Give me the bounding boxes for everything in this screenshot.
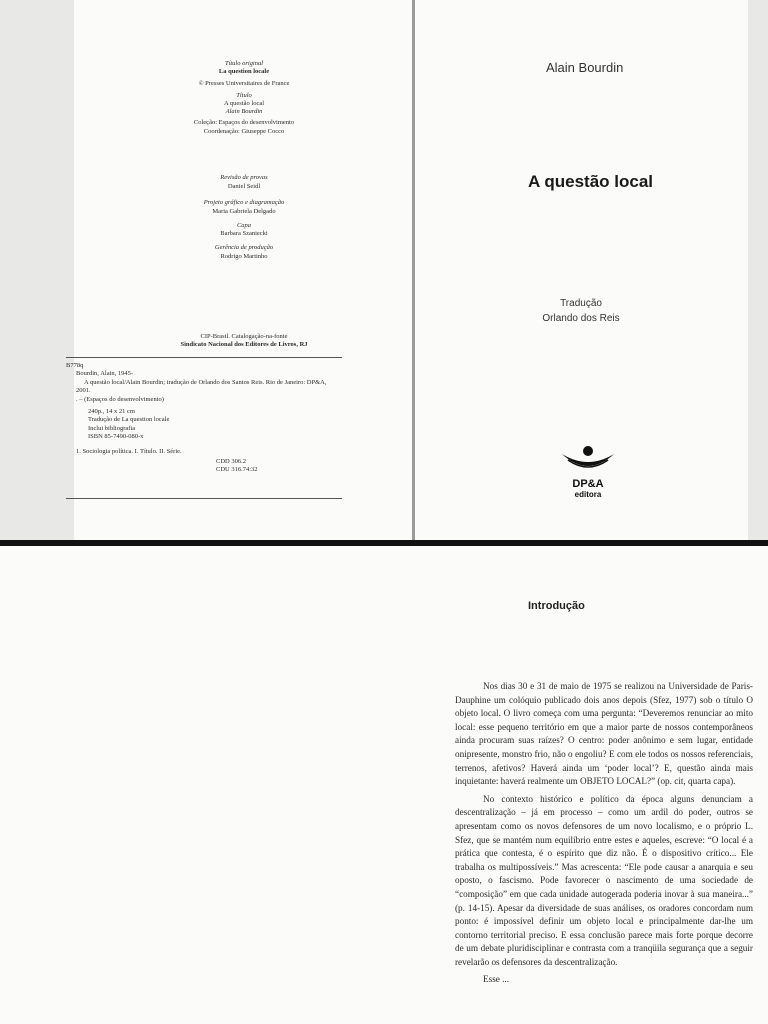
credit-name: Barbara Szaniecki [220,230,268,237]
original-title-label: Título original [224,60,264,67]
cip-cdu: CDU 316.74:32 [216,466,258,474]
credit-role: Gerência de produção [214,244,274,251]
translator: Orlando dos Reis [542,313,620,324]
credit-name: Daniel Seidl [227,183,261,190]
title-label: Título [236,92,252,99]
collection: Coleção: Espaços do desenvolvimento [193,119,295,126]
cip-pages: 240p., 14 x 21 cm [88,408,135,416]
cip-translation-note: Tradução de La question locale [88,416,170,424]
publisher-name: DP&A [572,478,604,490]
paragraph: No contexto histórico e político da época alguns denunciam a descentralização – já em processo – como um ardil do poder, outros se apresentam como os novos defensores de um novo localismo, e o próprio L. Sfez, que se mantém num equilíbrio entre estes e aqueles, escreve: “O local é a prática que contesta, é o espírito que diz não. É o dispositivo crítico... Ele trabalha os multipossíveis.” Mas acrescenta: “Ele pode causar a anarquia e seu oposto, o fascismo. Pode favorecer o nascimento de uma sociedade de “composição” em que cada unidade autogerada poderia inovar à sua maneira...” (p. 14-15). Apesar da diversidade de suas análises, os oradores concordam num ponto: é impossível definir um objeto local e principalmente dar-lhe um contorno territorial preciso. E essa conclusão parece mais forte porque decorre de um debate pluridisciplinar e contrasta com a tranqüila segurança que a seguir revelarão os defensores da descentralização. [455,793,753,967]
title-page-title: A questão local [528,172,654,191]
credit-name: Maria Gabriela Delgado [212,208,276,215]
publisher-mark-icon [556,444,620,474]
original-title: La question locale [218,68,270,75]
credit-role: Projeto gráfico e diagramação [203,199,285,206]
publisher-sub: editora [574,490,602,499]
copyright: © Presses Universitaires de France [198,80,290,87]
chapter-body [455,680,753,991]
author: Alain Bourdin [225,108,263,115]
cip-entry: Bourdin, Alain, 1945- [76,370,134,378]
cip-bibliography: Inclui bibliografia [88,424,136,432]
paragraph-fragment: Esse ... [483,974,510,985]
cip-call-number: B778q [66,362,84,369]
credit-name: Rodrigo Martinho [220,253,268,260]
cip-cdd: CDD 306.2 [216,458,246,466]
cip-header: CIP-Brasil. Catalogação-na-fonte [200,333,288,340]
coordination: Coordenação: Giuseppe Cocco [203,128,285,135]
publisher-logo [556,444,620,504]
chapter-heading: Introdução [528,600,585,612]
translation-label: Tradução [560,298,602,309]
cip-subjects: 1. Sociologia política. I. Título. II. Série. [76,447,182,455]
paragraph: Nos dias 30 e 31 de maio de 1975 se realizou na Universidade de Paris-Dauphine um colóquio publicado dois anos depois (Sfez, 1977) sob o título O objeto local. O livro começa com uma pergunta: “Deveremos renunciar ao mito local: esse pequeno território em que a maior parte de nossos contemporâneos ainda procuram suas raízes? O centro: poder anônimo e sem lugar, entidade onipresente, monstro frio, não o engoliu? E com ele todos os nossos referenciais, terrenos, afetivos? Haverá ainda um ‘poder local’? E, questão ainda mais inquietante: haverá realmente um OBJETO LOCAL?” (op. cit, quarta capa). [455,681,753,787]
cip-description: A questão local/Alain Bourdin; tradução de Orlando dos Santos Reis. Rio de Janeiro: DP&A, 2001. [76,378,327,395]
credit-role: Capa [236,222,252,229]
cip-record [66,357,342,499]
title-page-author: Alain Bourdin [546,60,624,75]
credit-role: Revisão de provas [220,174,268,181]
cip-isbn: ISBN 85-7490-080-x [88,433,144,441]
cip-header-publisher: Sindicato Nacional dos Editores de Livros, RJ [180,341,308,348]
book-title: A questão local [223,100,265,107]
cip-series: . – (Espaços do desenvolvimento) [76,395,164,403]
